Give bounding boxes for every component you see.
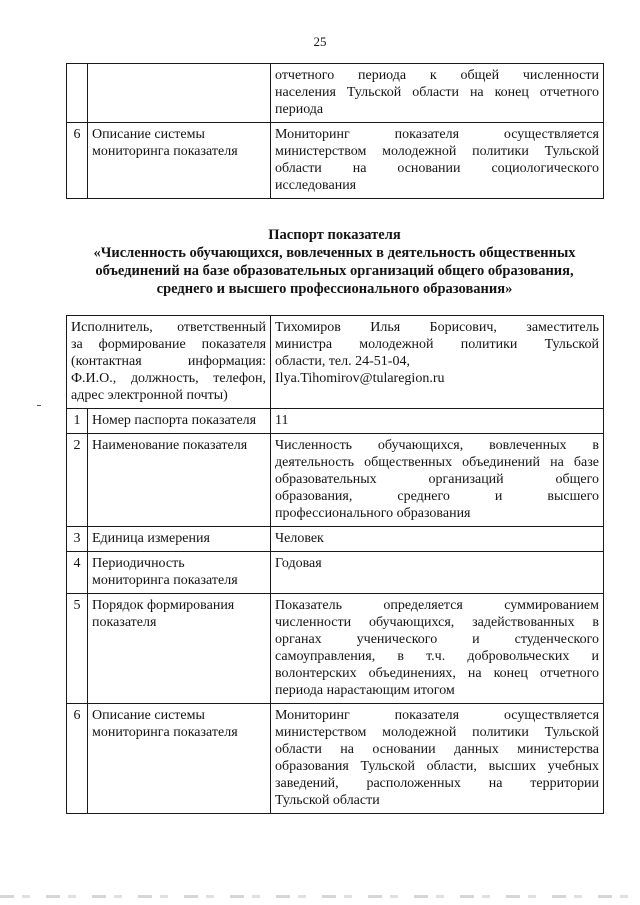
- executor-value-line: области, тел. 24-51-04,: [275, 354, 410, 369]
- executor-label-line: за формирование показателя: [71, 337, 267, 352]
- row-label: [88, 594, 271, 704]
- executor-label-line: адрес электронной почты): [71, 388, 228, 403]
- row-label-line: показателя: [92, 615, 157, 630]
- passport-subtitle-line: объединений на базе образовательных организаций общего образования,: [95, 263, 574, 279]
- executor-label-line: Ф.И.О., должность, телефон,: [71, 371, 267, 386]
- row-value-line: образовательных организаций общего: [275, 472, 600, 487]
- row-value-line: Мониторинг показателя осуществляется: [275, 708, 600, 723]
- row-value: [271, 552, 604, 594]
- continuation-text-line: населения Тульской области на конец отчетного: [275, 85, 599, 100]
- table-row: [67, 434, 604, 527]
- row-value-line: 11: [275, 413, 289, 428]
- row-value-line: образования, среднего и высшего: [275, 489, 600, 504]
- row-label: [88, 123, 271, 199]
- row-label-line: Порядок формирования: [92, 598, 235, 613]
- row-value-line: Годовая: [275, 556, 322, 571]
- row-value-line: Тульской области: [275, 793, 380, 808]
- row-value: [271, 409, 604, 434]
- row-number: 3: [67, 527, 88, 552]
- row-value-line: Мониторинг показателя осуществляется: [275, 127, 599, 142]
- top-continuation-table: [66, 63, 604, 199]
- executor-label: [67, 316, 271, 409]
- page-number: 25: [313, 34, 327, 49]
- row-number: 4: [67, 552, 88, 594]
- row-value-line: самоуправления, в т.ч. добровольческих и: [275, 649, 600, 664]
- row-label-line: Единица измерения: [92, 531, 210, 546]
- continuation-value-cell: [271, 64, 604, 123]
- executor-label-line: Исполнитель, ответственный: [71, 320, 267, 335]
- row-value-line: волонтерских объединениях, на конец отчетного: [275, 666, 600, 681]
- executor-label-line: (контактная информация:: [71, 354, 267, 369]
- continuation-num-cell: [67, 64, 88, 123]
- row-value-line: министерством молодежной политики Тульской: [275, 725, 600, 740]
- table-row: [67, 594, 604, 704]
- row-number: 6: [67, 123, 88, 199]
- row-value-line: Человек: [275, 531, 324, 546]
- row-label-line: Описание системы: [92, 127, 205, 142]
- row-label-line: Описание системы: [92, 708, 205, 723]
- continuation-row: [67, 64, 604, 123]
- passport-heading: [66, 226, 603, 298]
- executor-value-line: Тихомиров Илья Борисович, заместитель: [275, 320, 600, 335]
- row-value: [271, 527, 604, 552]
- table-row: [67, 123, 604, 199]
- scan-edge-artifact: [0, 895, 640, 898]
- row-number: 5: [67, 594, 88, 704]
- executor-row: [67, 316, 604, 409]
- executor-email: Ilya.Tihomirov@tularegion.ru: [275, 371, 445, 386]
- continuation-label-cell: [88, 64, 271, 123]
- row-label: [88, 434, 271, 527]
- executor-value: [271, 316, 604, 409]
- row-label: [88, 704, 271, 814]
- row-label: [88, 527, 271, 552]
- table-row: [67, 527, 604, 552]
- continuation-text-line: отчетного периода к общей численности: [275, 68, 599, 83]
- row-value: [271, 123, 604, 199]
- row-value-line: области на основании социологического: [275, 161, 599, 176]
- row-value-line: области на основании данных министерства: [275, 742, 600, 757]
- row-label-line: Номер паспорта показателя: [92, 413, 257, 428]
- passport-title: Паспорт показателя: [268, 227, 401, 243]
- row-value-line: Численность обучающихся, вовлеченных в: [275, 438, 600, 453]
- passport-subtitle-line: «Численность обучающихся, вовлеченных в деятельность общественных: [93, 245, 576, 261]
- row-value: [271, 434, 604, 527]
- row-label-line: мониторинга показателя: [92, 725, 238, 740]
- executor-value-line: министра молодежной политики Тульской: [275, 337, 600, 352]
- row-label-line: мониторинга показателя: [92, 144, 238, 159]
- table-row: [67, 409, 604, 434]
- row-label-line: Наименование показателя: [92, 438, 248, 453]
- row-value-line: деятельность общественных объединений на базе: [275, 455, 600, 470]
- row-value-line: численности обучающихся, задействованных в: [275, 615, 600, 630]
- row-label: [88, 552, 271, 594]
- row-value-line: Показатель определяется суммированием: [275, 598, 600, 613]
- row-number: 2: [67, 434, 88, 527]
- row-value-line: профессионального образования: [275, 506, 471, 521]
- row-value: [271, 594, 604, 704]
- scan-mark: [37, 405, 41, 406]
- row-value-line: образования Тульской области, высших учебных: [275, 759, 600, 774]
- row-value-line: заведений, расположенных на территории: [275, 776, 600, 791]
- row-number: 1: [67, 409, 88, 434]
- row-label-line: мониторинга показателя: [92, 573, 238, 588]
- row-value-line: исследования: [275, 178, 357, 193]
- row-value-line: периода нарастающим итогом: [275, 683, 455, 698]
- row-label-line: Периодичность: [92, 556, 185, 571]
- row-value: [271, 704, 604, 814]
- table-row: [67, 552, 604, 594]
- row-label: [88, 409, 271, 434]
- table-row: [67, 704, 604, 814]
- passport-subtitle-line: среднего и высшего профессионального образования»: [156, 281, 513, 297]
- row-number: 6: [67, 704, 88, 814]
- row-value-line: органах ученического и студенческого: [275, 632, 600, 647]
- row-value-line: министерством молодежной политики Тульской: [275, 144, 599, 159]
- passport-table: [66, 315, 604, 814]
- continuation-text-line: периода: [275, 102, 324, 117]
